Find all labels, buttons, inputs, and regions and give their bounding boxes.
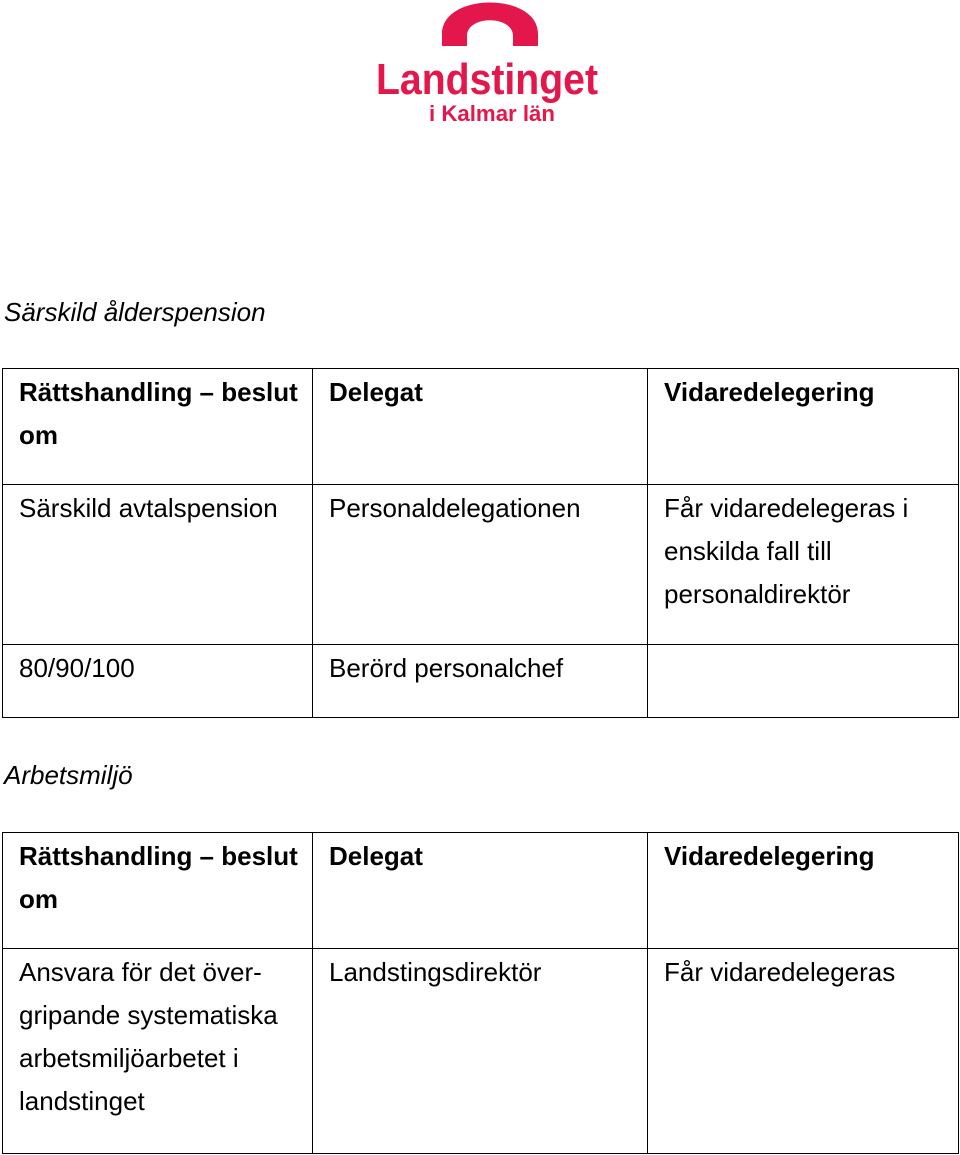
logo xyxy=(370,0,605,128)
header-vidaredelegering: Vidaredelegering xyxy=(648,833,959,949)
section-title-sarskild-alderspension: Särskild ålderspension xyxy=(4,297,266,327)
cell-delegat: Personaldelegationen xyxy=(313,485,648,645)
cell-rattshandling: Särskild avtalspension xyxy=(3,485,313,645)
header-rattshandling: Rättshandling – beslut om xyxy=(3,833,313,949)
header-rattshandling: Rättshandling – beslut om xyxy=(3,369,313,485)
cell-delegat: Berörd personalchef xyxy=(313,645,648,718)
logo-name: Landstinget xyxy=(376,55,599,104)
header-vidaredelegering: Vidaredelegering xyxy=(648,369,959,485)
table-row xyxy=(3,485,959,645)
cell-vidaredelegering xyxy=(648,645,959,718)
table-row xyxy=(3,949,959,1154)
cell-delegat: Landstingsdirektör xyxy=(313,949,648,1154)
header-delegat: Delegat xyxy=(313,369,648,485)
section-title-arbetsmiljo: Arbetsmiljö xyxy=(4,760,133,790)
landstinget-logo xyxy=(370,0,605,128)
delegation-table-arbetsmiljo xyxy=(2,832,959,1154)
table-row xyxy=(3,645,959,718)
table-header-row xyxy=(3,833,959,949)
logo-subtitle: i Kalmar län xyxy=(429,101,555,126)
delegation-table-sarskild-alderspension xyxy=(2,368,959,718)
logo-arch-icon xyxy=(442,3,538,47)
cell-rattshandling: Ansvara för det över-gripande systematiska arbetsmiljöarbetet i landstinget xyxy=(3,949,313,1154)
cell-vidaredelegering: Får vidaredelegeras i enskilda fall till personaldirektör xyxy=(648,485,959,645)
cell-vidaredelegering: Får vidaredelegeras xyxy=(648,949,959,1154)
header-delegat: Delegat xyxy=(313,833,648,949)
table-header-row xyxy=(3,369,959,485)
cell-rattshandling: 80/90/100 xyxy=(3,645,313,718)
